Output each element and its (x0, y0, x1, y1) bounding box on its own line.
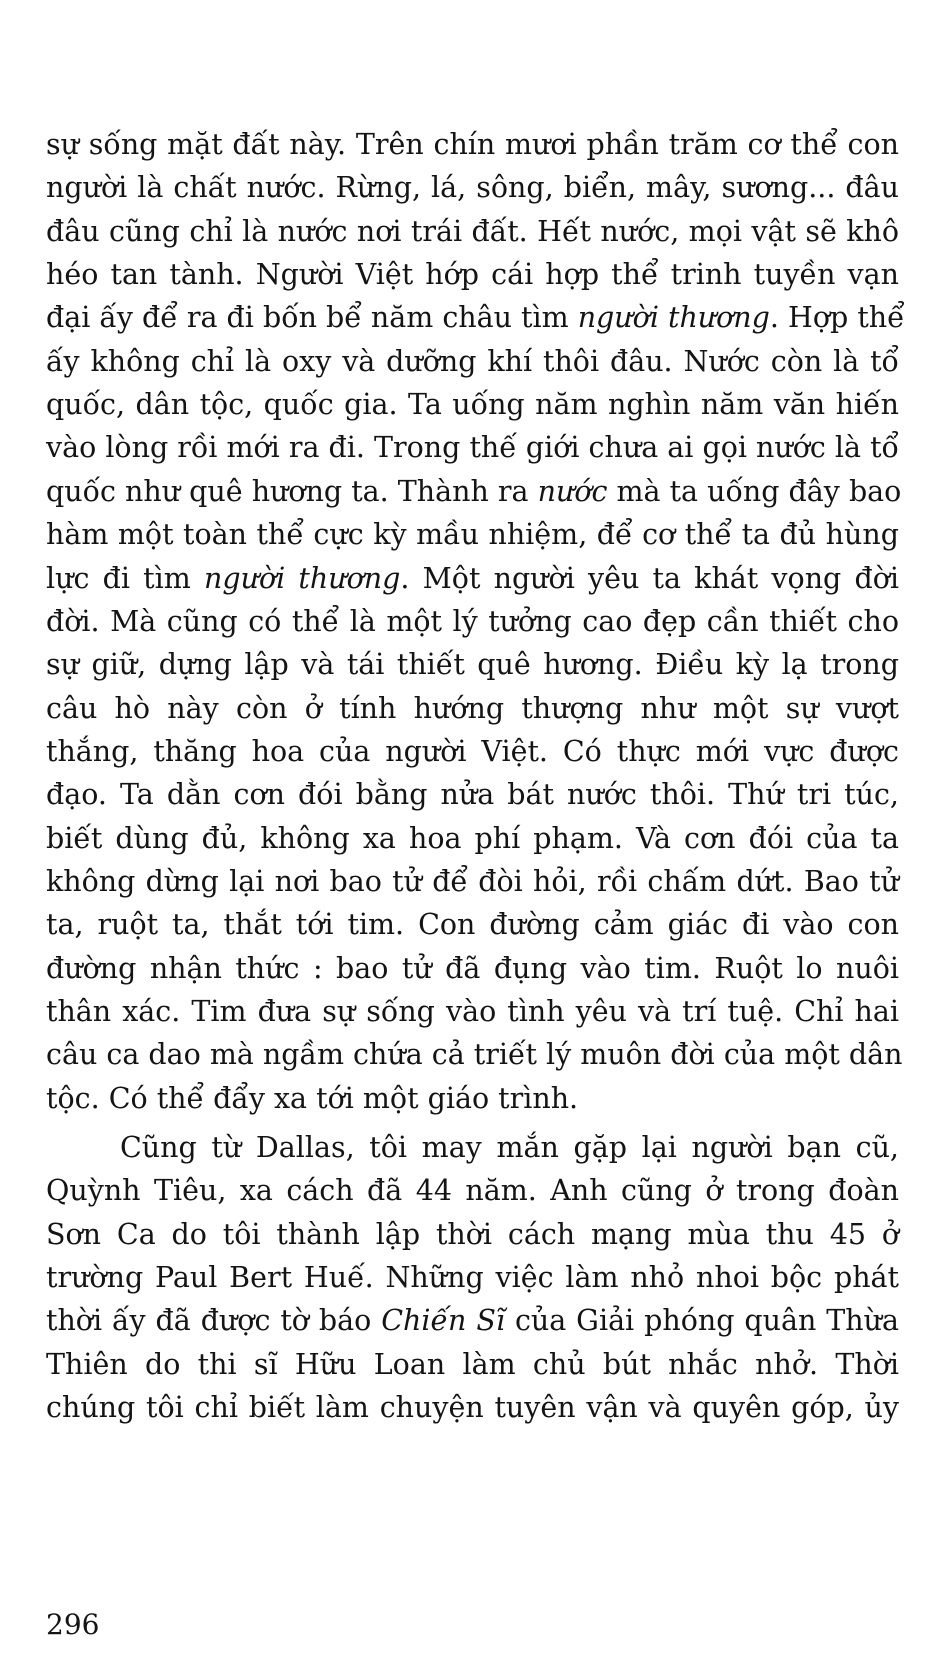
text-line: đạo. Ta dằn cơn đói bằng nửa bát nước thôi. Thứ tri túc, (46, 778, 899, 812)
text-line: không dừng lại nơi bao tử để đòi hỏi, rồi chấm dứt. Bao tử (46, 864, 899, 898)
text-run: quốc như quê hương ta. Thành ra (46, 474, 538, 508)
text-line: trường Paul Bert Huế. Những việc làm nhỏ nhoi bộc phát (46, 1261, 899, 1295)
italic-text: Chiến Sĩ (381, 1304, 505, 1338)
text-line (46, 1304, 899, 1338)
text-run: lực đi tìm (46, 561, 204, 595)
text-line: sự giữ, dựng lập và tái thiết quê hương. Điều kỳ lạ trong (46, 648, 899, 682)
italic-text: nước (537, 474, 608, 508)
text-line (46, 474, 902, 509)
text-line: ta, ruột ta, thắt tới tim. Con đường cảm giác đi vào con (46, 908, 899, 942)
text-line: tộc. Có thể đẩy xa tới một giáo trình. (46, 1081, 579, 1115)
text-line: Sơn Ca do tôi thành lập thời cách mạng mùa thu 45 ở (46, 1217, 899, 1251)
text-line: Cũng từ Dallas, tôi may mắn gặp lại người bạn cũ, (120, 1131, 899, 1164)
text-line: héo tan tành. Người Việt hớp cái hợp thể trinh tuyền vạn (46, 258, 899, 292)
text-line: Quỳnh Tiêu, xa cách đã 44 năm. Anh cũng ở trong đoàn (46, 1174, 899, 1208)
text-run: thời ấy đã được tờ báo (46, 1304, 382, 1338)
text-run: . Một người yêu ta khát vọng đời (400, 561, 900, 595)
text-line: chúng tôi chỉ biết làm chuyện tuyên vận và quyên góp, ủy (46, 1391, 899, 1425)
italic-text: người thương (577, 301, 770, 335)
text-line: đâu cũng chỉ là nước nơi trái đất. Hết nước, mọi vật sẽ khô (46, 214, 899, 248)
text-run: mà ta uống đây bao (607, 474, 902, 508)
text-run: đại ấy để ra đi bốn bể năm châu tìm (46, 301, 578, 335)
text-line: quốc, dân tộc, quốc gia. Ta uống năm nghìn năm văn hiến (46, 388, 899, 422)
text-line: hàm một toàn thể cực kỳ mầu nhiệm, để cơ thể ta đủ hùng (46, 518, 899, 552)
text-line: câu hò này còn ở tính hướng thượng như một sự vượt (46, 691, 899, 725)
text-line: biết dùng đủ, không xa hoa phí phạm. Và cơn đói của ta (46, 821, 899, 855)
text-line: câu ca dao mà ngầm chứa cả triết lý muôn đời của một dân (46, 1038, 903, 1072)
text-run: . Hợp thể (769, 301, 905, 335)
text-line: Thiên do thi sĩ Hữu Loan làm chủ bút nhắc nhở. Thời (46, 1347, 899, 1381)
text-run: của Giải phóng quân Thừa (505, 1304, 900, 1338)
text-line (46, 301, 905, 335)
text-line (46, 562, 899, 596)
text-line: vào lòng rồi mới ra đi. Trong thế giới chưa ai gọi nước là tổ (46, 431, 899, 465)
text-line: người là chất nước. Rừng, lá, sông, biển, mây, sương... đâu (46, 171, 899, 205)
text-line: thắng, thăng hoa của người Việt. Có thực mới vực được (46, 734, 899, 768)
text-line: ấy không chỉ là oxy và dưỡng khí thôi đâu. Nước còn là tổ (46, 344, 899, 378)
page-number: 296 (46, 1608, 100, 1641)
italic-text: người thương (203, 561, 401, 595)
text-line: sự sống mặt đất này. Trên chín mươi phần trăm cơ thể con (46, 128, 899, 161)
text-line: thân xác. Tim đưa sự sống vào tình yêu và trí tuệ. Chỉ hai (46, 995, 899, 1028)
text-line: đường nhận thức : bao tử đã đụng vào tim. Ruột lo nuôi (46, 951, 899, 985)
text-line: đời. Mà cũng có thể là một lý tưởng cao đẹp cần thiết cho (46, 604, 899, 638)
